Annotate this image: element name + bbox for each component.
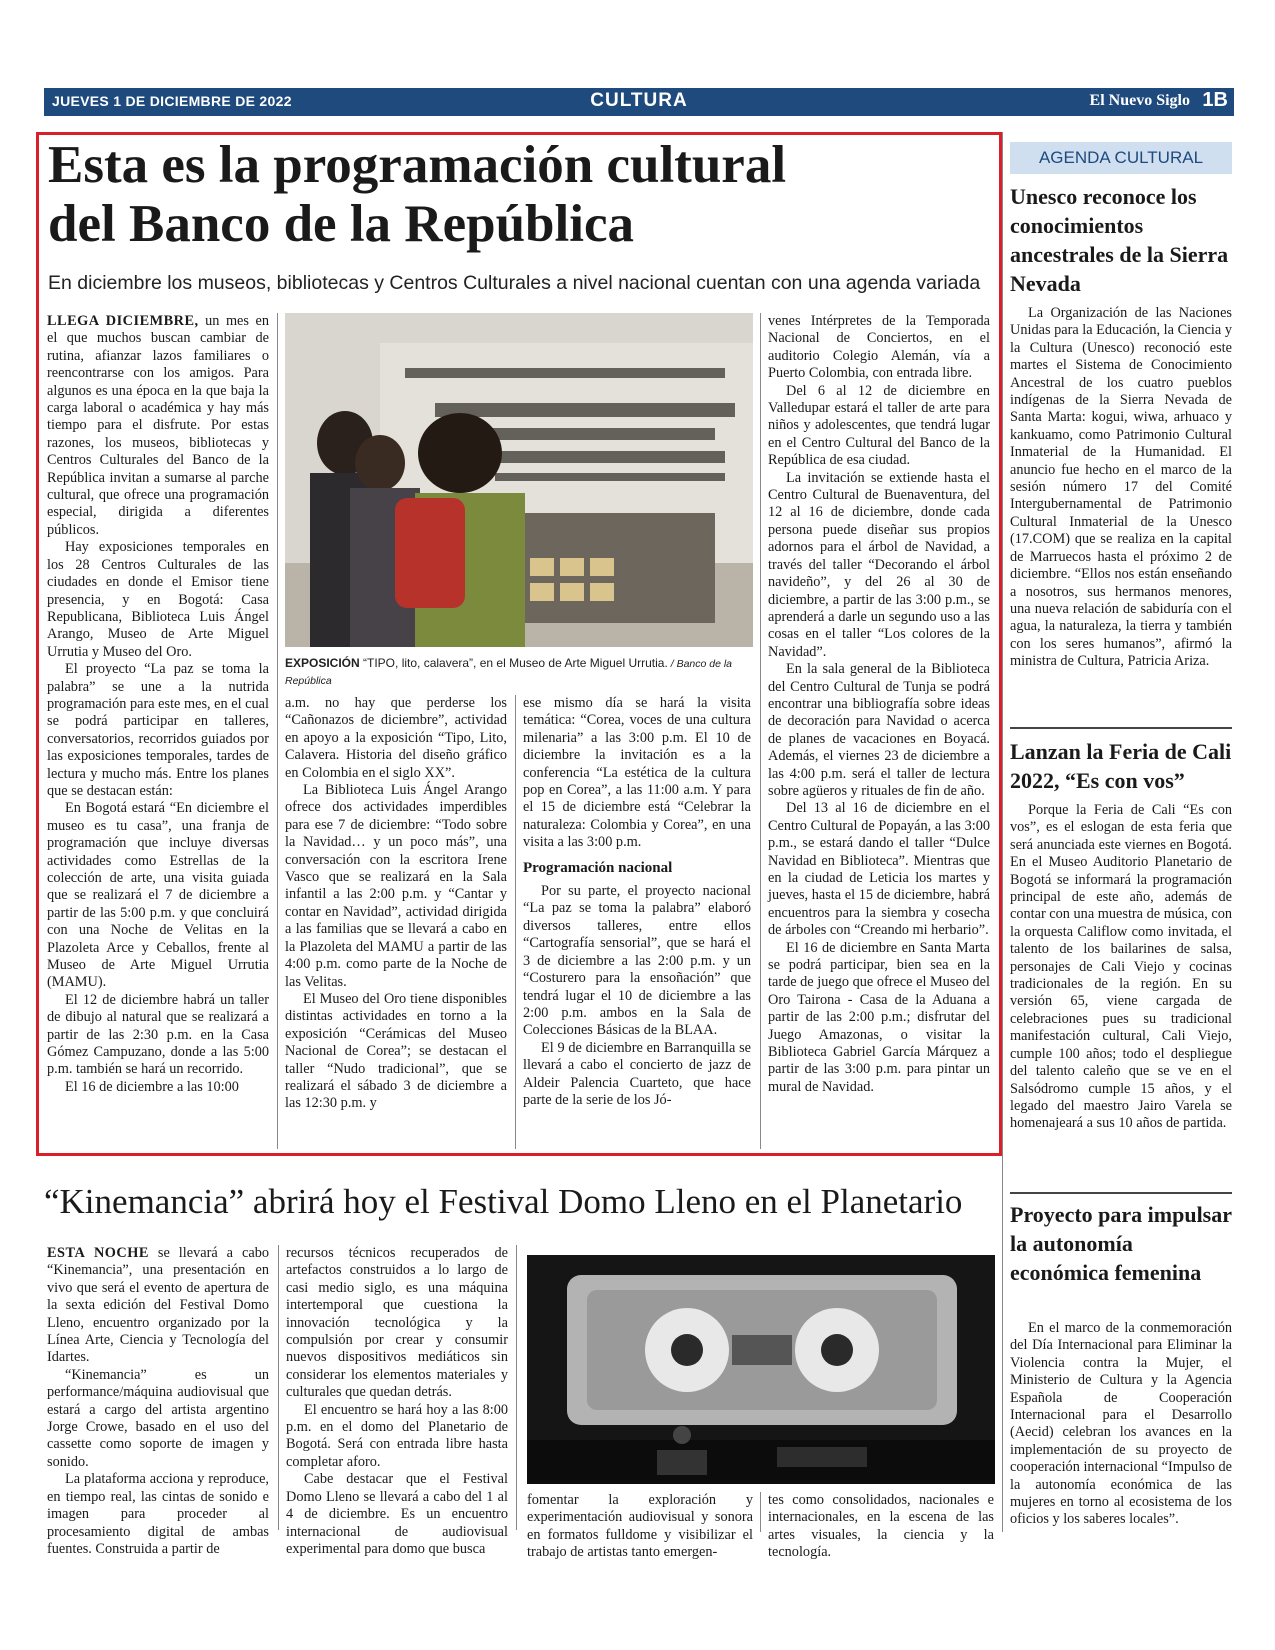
sidebar-headline-autonomia: Proyecto para impulsar la autonomía económica femenina bbox=[1010, 1202, 1232, 1285]
paragraph: Del 6 al 12 de diciembre en Valledupar estará el taller de arte para niños y adolescentes, que tendrá lugar en el Centro Cultural del Banco de la República de esa ciudad. bbox=[768, 382, 990, 469]
paragraph: La plataforma acciona y reproduce, en tiempo real, las cintas de sonido e imagen para proceder al procesamiento digital de ambas fuentes. Construida a partir de bbox=[47, 1471, 269, 1557]
issue-date: JUEVES 1 DE DICIEMBRE DE 2022 bbox=[52, 93, 292, 109]
main-column-1 bbox=[47, 313, 269, 1153]
page-header-bar bbox=[44, 88, 1234, 116]
paragraph: En la sala general de la Biblioteca del Centro Cultural de Tunja se podrá encontrar una bibliografía sobre ideas de decoración para Navidad o acerca de planes de vacaciones en Boyacá. Además, el viernes 23 de diciembre a las 4:00 p.m. será el taller de lectura sobre agüeros y rituales de fin de año. bbox=[768, 661, 990, 799]
paragraph: El 12 de diciembre habrá un taller de dibujo al natural que se realizará a partir de las 2:30 p.m. en la Casa Gómez Campuzano, donde a las 5:00 p.m. también se hará un recorrido. bbox=[47, 991, 269, 1078]
lead-in: ESTA NOCHE bbox=[47, 1245, 149, 1261]
sidebar-story-feria-cali bbox=[1010, 802, 1232, 1187]
second-column-3 bbox=[527, 1492, 753, 1561]
kinemancia-photo bbox=[527, 1255, 995, 1484]
paragraph: ese mismo día se hará la visita temática: “Corea, voces de una cultura milenaria” a las 3:00 p.m. El 10 de diciembre la invitación es a la conferencia “La estética de la cultura pop en Corea”, a las 11:00 a.m. Y para el 15 de diciembre está “Celebrar la naturaleza: Colombia y Corea”, en una visita a las 3:00 p.m. bbox=[523, 695, 751, 851]
column-divider bbox=[516, 1245, 517, 1530]
paragraph: El encuentro se hará hoy a las 8:00 p.m. en el domo del Planetario de Bogotá. Será con entrada libre hasta completar aforo. bbox=[286, 1401, 508, 1470]
photo-credit: / Banco de la República bbox=[285, 658, 733, 687]
paragraph: El 16 de diciembre a las 10:00 bbox=[65, 1078, 239, 1095]
paragraph: recursos técnicos recuperados de artefactos construidos a lo largo de casi medio siglo, es una máquina intertemporal que cuestiona la innovación tecnológica y la compulsión por crear y consumir nuevos dispositivos mediáticos sin considerar los elementos materiales y culturales que quedan detrás. bbox=[286, 1245, 508, 1401]
second-column-2 bbox=[286, 1245, 508, 1557]
exhibition-photo-illustration bbox=[285, 313, 753, 647]
subhead-programacion-nacional: Programación nacional bbox=[523, 859, 673, 876]
sidebar-story-unesco bbox=[1010, 305, 1232, 725]
paragraph: La Organización de las Naciones Unidas para la Educación, la Ciencia y la Cultura (Unesco) reconoció este martes el Sistema de Conocimiento Ancestral de los cuatro pueblos indígenas de la Sierra Nevada de Santa Marta: kogui, wiwa, arhuaco y kankuamo, como Patrimonio Cultural Inmaterial de la Humanidad. El anuncio fue hecho en el marco de la sesión número 17 del Comité Intergubernamental de Patrimonio Cultural Inmaterial de la Unesco (17.COM) que se realiza en la capital de Marruecos hasta el próximo 2 de diciembre. “Ellos nos están enseñando a nosotros, sus hermanos menores, una nueva relación de sabiduría con el agua, la naturaleza, la tierra y también con los seres humanos”, afirmó la ministra de Cultura, Patricia Ariza. bbox=[1010, 305, 1232, 670]
paragraph: La invitación se extiende hasta el Centro Cultural de Buenaventura, del 12 al 16 de diciembre, donde cada persona puede diseñar sus propios adornos para el árbol de Navidad, a través del taller “Decorando el árbol navideño”, y del 26 al 30 de diciembre, a partir de las 3:00 p.m., se aprenderá a darle un segundo uso a las cosas en el taller “Los colores de la Navidad”. bbox=[768, 469, 990, 660]
paragraph: Porque la Feria de Cali “Es con vos”, es el eslogan de esta feria que será anunciada este viernes en Bogotá. En el Museo Auditorio Planetario de Bogotá se informará la programación principal de este año, además de contar con una muestra de música, con la orquesta Califlow como invitada, el talento de los bailarines de salsa, personajes de Cali Viejo y cocinas tradicionales de la región. En su versión 65, viene cargada de celebraciones pues su tradicional manifestación cultural, Cali Viejo, cumple 100 años; todo el despliegue del talento caleño que se ve en el Salsódromo cumple 15 años, y el legado del maestro Jairo Varela se homenajeará a sus 10 años de partida. bbox=[1010, 802, 1232, 1132]
paragraph: a.m. no hay que perderse los “Cañonazos de diciembre”, actividad en apoyo a la exposición “Tipo, Lito, Calavera. Historia del diseño gráfico en Colombia en el siglo XX”. bbox=[285, 695, 507, 781]
main-column-4 bbox=[768, 313, 990, 1153]
caption-text: “TIPO, lito, calavera”, en el Museo de Arte Miguel Urrutia. bbox=[359, 656, 668, 670]
paragraph: Hay exposiciones temporales en los 28 Centros Culturales de las ciudades en donde el Emisor tiene presencia, y en Bogotá: Casa Republicana, Biblioteca Luis Ángel Arango, Museo de Arte Miguel Urrutia y Museo del Oro. bbox=[47, 539, 269, 660]
paragraph bbox=[47, 1245, 269, 1367]
paragraph: El Museo del Oro tiene disponibles distintas actividades en torno a la exposición “Cerámicas del Museo Nacional de Corea”; se destacan el taller “Nudo tradicional”, que se realizará el sábado 3 de diciembre a las 12:30 p.m. y bbox=[285, 990, 507, 1112]
paragraph: Cabe destacar que el Festival Domo Lleno se llevará a cabo del 1 al 4 de diciembre. Es un encuentro internacional de audiovisual experimental para domo que busca bbox=[286, 1471, 508, 1557]
column-divider bbox=[277, 313, 278, 1149]
paragraph: Por su parte, el proyecto nacional “La paz se toma la palabra” elaboró diversos talleres, entre ellos “Cartografía sensorial”, que se hará el 3 de diciembre a las 2:00 p.m. y un “Costurero para la ensoñación” que tendrá lugar el 10 de diciembre a las 2:00 p.m. ambos en la Sala de Colecciones Básicas de la BLAA. bbox=[523, 883, 751, 1039]
main-column-2 bbox=[285, 695, 507, 1155]
sidebar-headline-unesco: Unesco reconoce los conocimientos ancestrales de la Sierra Nevada bbox=[1010, 184, 1229, 296]
column-divider bbox=[278, 1245, 279, 1530]
paragraph: tes como consolidados, nacionales e internacionales, en la escena de las artes visuales, la ciencia y la tecnología. bbox=[768, 1492, 994, 1561]
paragraph: El 16 de diciembre en Santa Marta se podrá participar, bien sea en la tarde de juego que ofrece el Museo del Oro Tairona - Casa de la Aduana a partir de las 2:00 p.m.; disfrutar del Juego Amazonas, o visitar la Biblioteca Gabriel García Márquez a partir de las 3:00 p.m. para pintar un mural de Navidad. bbox=[768, 939, 990, 1095]
second-headline: “Kinemancia” abrirá hoy el Festival Domo Lleno en el Planetario bbox=[44, 1182, 963, 1221]
paragraph-text: se llevará a cabo “Kinemancia”, una presentación en vivo que será el evento de apertura de la sexta edición del Festival Domo Lleno, encuentro organizado por la Línea Arte, Ciencia y Tecnología del Idartes. bbox=[47, 1245, 270, 1366]
paragraph: La Biblioteca Luis Ángel Arango ofrece dos actividades imperdibles para ese 7 de diciembre: “Todo sobre la Navidad… y un poco más”, una conversación con la escritora Irene Vasco que se realizará en la Sala infantil a las 2:00 p.m. y “Cantar y contar en Navidad”, actividad dirigida a las familias que se llevará a cabo en la Plazoleta del MAMU a partir de las 4:00 p.m. como parte de la Noche de las Velitas. bbox=[285, 782, 507, 990]
main-subtitle: En diciembre los museos, bibliotecas y Centros Culturales a nivel nacional cuentan con una agenda variada bbox=[48, 272, 981, 294]
paragraph-text: un mes en el que muchos buscan cambiar de rutina, afianzar lazos familiares o reencontrarse con los amigos. Para algunos es una época en la que baja la carga laboral o académica y hay más tiempo para el disfrute. Por estas razones, los museos, bibliotecas y Centros Culturales del Banco de la República invitan a sumarse al parche cultural, que ofrece una programación especial, dirigida a diferentes públicos. bbox=[47, 313, 269, 538]
page-number: 1B bbox=[1202, 89, 1228, 111]
paragraph: El 9 de diciembre en Barranquilla se llevará a cabo el concierto de jazz de Aldeir Palencia Cuarteto, que hace parte de la serie de los Jó- bbox=[523, 1039, 751, 1108]
paragraph: En Bogotá estará “En diciembre el museo es tu casa”, una franja de programación que incluye diversas actividades como Estrellas de la colección de arte, una visita guiada que se realizará el 7 de diciembre a partir de las 5:00 p.m. y que concluirá con una Noche de Velitas en la Plazoleta Arce y Ceballos, frente al Museo de Arte Miguel Urrutia (MAMU). bbox=[47, 800, 269, 991]
sidebar-separator bbox=[1010, 727, 1232, 729]
section-title: CULTURA bbox=[590, 90, 688, 111]
paragraph: Del 13 al 16 de diciembre en el Centro Cultural de Popayán, a las 3:00 p.m., se estará dando el taller “Dulce Navidad en Biblioteca”. Mientras que en la ciudad de Leticia los martes y jueves, hasta el 15 de diciembre, habrá encuentros para la siembra y cosecha de árboles con “Creando mi herbario”. bbox=[768, 800, 990, 939]
paragraph: En el marco de la conmemoración del Día Internacional para Eliminar la Violencia contra la Mujer, el Ministerio de Cultura y la Agencia Española de Cooperación Internacional para el Desarrollo (Aecid) celebran los avances en la implementación de su proyecto de cooperación internacional “Impulso de la autonomía económica de las mujeres en torno al ecosistema de los oficios y los saberes locales”. bbox=[1010, 1320, 1232, 1528]
main-headline bbox=[48, 136, 988, 255]
paragraph bbox=[47, 313, 269, 539]
paragraph: “Kinemancia” es un performance/máquina audiovisual que estará a cargo del artista argentino Jorge Crowe, basado en el uso del cassette como soporte de imagen y sonido. bbox=[47, 1366, 269, 1470]
sidebar-story-autonomia bbox=[1010, 1320, 1232, 1530]
newspaper-brand: El Nuevo Siglo bbox=[1089, 92, 1190, 109]
column-divider bbox=[760, 1492, 761, 1532]
paragraph: El proyecto “La paz se toma la palabra” se une a la nutrida programación para este mes, en el cual se podrá participar en talleres, conversatorios, recorridos guiados por las exposiciones temporales, tardes de lectura y mucho más. Entre los planes que se destacan están: bbox=[47, 661, 269, 799]
lead-in: LLEGA DICIEMBRE, bbox=[47, 313, 199, 329]
sidebar-headline-feria-cali: Lanzan la Feria de Cali 2022, “Es con vos” bbox=[1010, 739, 1232, 793]
sidebar-divider bbox=[1002, 132, 1003, 1532]
column-divider bbox=[760, 313, 761, 1149]
paragraph: venes Intérpretes de la Temporada Nacional de Conciertos, en el auditorio Colegio Alemán, vía a Puerto Colombia, con entrada libre. bbox=[768, 313, 990, 382]
column-divider bbox=[515, 695, 516, 1149]
exhibition-photo bbox=[285, 313, 753, 647]
agenda-cultural-tag: AGENDA CULTURAL bbox=[1010, 142, 1232, 174]
paragraph: fomentar la exploración y experimentación audiovisual y sonora en formatos fulldome y visibilizar el trabajo de artistas tanto emergen- bbox=[527, 1492, 753, 1561]
kinemancia-photo-illustration bbox=[527, 1255, 995, 1484]
main-column-3 bbox=[523, 695, 751, 1155]
sidebar-separator bbox=[1010, 1192, 1232, 1194]
main-headline-line-2: del Banco de la República bbox=[48, 195, 635, 254]
caption-lead: EXPOSICIÓN bbox=[285, 656, 360, 670]
second-column-1 bbox=[47, 1245, 270, 1557]
second-column-4 bbox=[768, 1492, 994, 1561]
photo-caption bbox=[285, 655, 755, 689]
main-headline-line-1: Esta es la programación cultural bbox=[48, 136, 787, 194]
